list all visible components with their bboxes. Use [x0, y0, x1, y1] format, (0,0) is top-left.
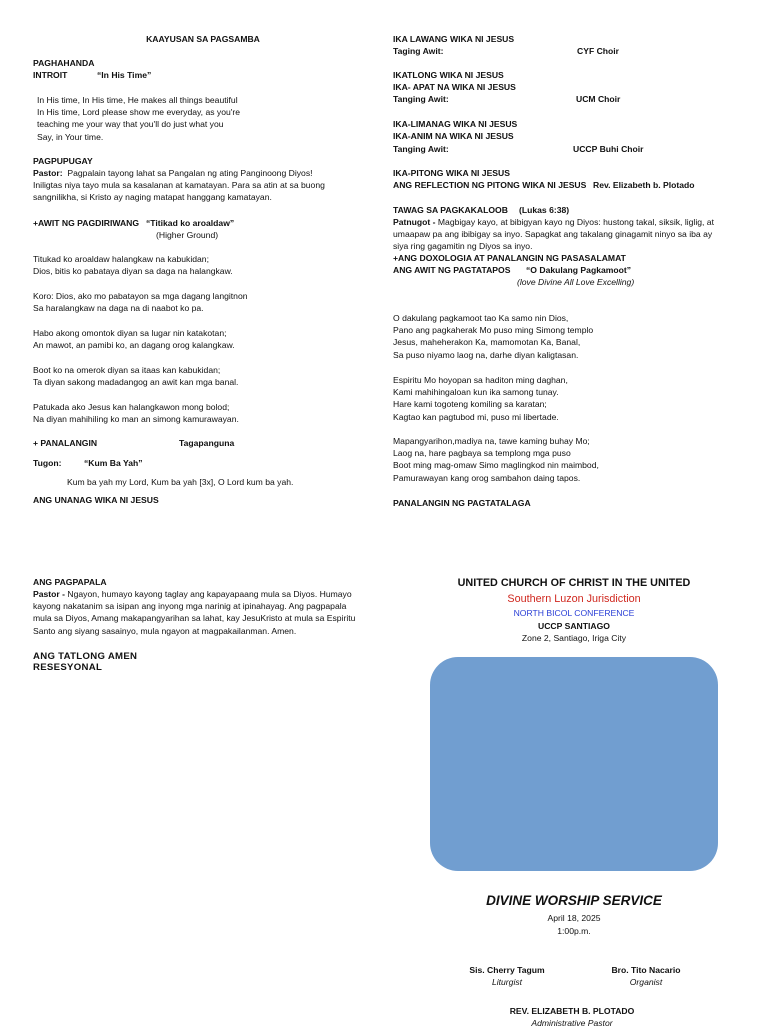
- praise-stanza: Boot ko na omerok diyan sa itaas kan kabukidan; Ta diyan sakong madadangog an awit kan mga banal.: [33, 365, 239, 388]
- preparation-heading: PAGHAHANDA: [33, 58, 95, 68]
- service-title: DIVINE WORSHIP SERVICE: [486, 893, 662, 908]
- praise-stanza: Habo akong omontok diyan sa lugar nin katakotan; An mawot, an pamibi ko, an dagang orog kalangkaw.: [33, 328, 235, 351]
- reflection-heading: ANG REFLECTION NG PITONG WIKA NI JESUS: [393, 180, 587, 190]
- reflection-speaker: Rev. Elizabeth b. Plotado: [593, 180, 695, 190]
- pastor-block: REV. ELIZABETH B. PLOTADO Administrative Pastor: [509, 1006, 635, 1029]
- third-word-heading: IKATLONG WIKA NI JESUS: [393, 70, 504, 80]
- organist-block: Bro. Tito Nacario Organist: [611, 965, 681, 988]
- seventh-word-heading: IKA-PITONG WIKA NI JESUS: [393, 168, 510, 178]
- closing-song-stanza: Espiritu Mo hoyopan sa haditon ming daghan, Kami mahihingaloan kun ika samong tunay. Hare kami togoteng komiling sa karatan; Kagtao kan pagtubod mi, puso mi libertade.: [393, 375, 568, 422]
- first-word-heading: ANG UNANAG WIKA NI JESUS: [33, 495, 159, 505]
- praise-chorus: Koro: Dios, ako mo pabatayon sa mga dagang langitnon Sa haralangkaw na daga na di naabot ko pa.: [33, 291, 248, 314]
- special-song-choir: UCM Choir: [576, 94, 621, 104]
- prayer-leader: Tagapanguna: [179, 438, 235, 448]
- cover-image-placeholder: [430, 657, 718, 871]
- local-church-name: UCCP SANTIAGO: [538, 621, 610, 631]
- order-of-worship-title: KAAYUSAN SA PAGSAMBA: [146, 34, 260, 44]
- closing-song-stanza: Mapangyarihon,madiya na, tawe kaming buhay Mo; Laog na, hare pagbaya sa templong mga puso Boot ming mag-omaw Simo maglingkod nin maimbod, Pamurawayan kang orog sambahon daing tapos.: [393, 436, 599, 483]
- fifth-word-heading: IKA-LIMANAG WIKA NI JESUS: [393, 119, 518, 129]
- response-song-title: “Kum Ba Yah”: [84, 458, 143, 468]
- recessional-heading: RESESYONAL: [33, 662, 103, 673]
- introit-lyrics: In His time, In His time, He makes all things beautiful In His time, Lord please show me everyday, as you're teaching me your way that you'll do just what you Say, in Your time.: [37, 95, 241, 142]
- praise-stanza: Patukada ako Jesus kan halangkawon mong bolod; Na diyan mahihiling ko man an simong kamurawayan.: [33, 402, 239, 425]
- closing-song-stanza: O dakulang pagkamoot tao Ka samo nin Dios, Pano ang pagkaherak Mo puso ming Simong templo Jesus, maheherakon Ka, mamomotan Ka, Banal, Sa puso niyamo laog na, darhe diyan kaligtasan.: [393, 313, 594, 360]
- closing-song-label: ANG AWIT NG PAGTATAPOS: [393, 265, 511, 275]
- offering-heading: TAWAG SA PAGKAKALOOB: [393, 205, 508, 215]
- fourth-word-heading: IKA- APAT NA WIKA NI JESUS: [393, 82, 516, 92]
- special-song-label: Tanging Awit:: [393, 144, 449, 154]
- introit-song-title: “In His Time”: [97, 70, 152, 80]
- special-song-label: Taging Awit:: [393, 46, 444, 56]
- sixth-word-heading: IKA-ANIM NA WIKA NI JESUS: [393, 131, 514, 141]
- special-song-choir: CYF Choir: [577, 46, 620, 56]
- praise-song-label: +AWIT NG PAGDIRIWANG: [33, 218, 140, 228]
- introit-label: INTROIT: [33, 70, 68, 80]
- blessing-heading: ANG PAGPAPALA: [33, 577, 107, 587]
- special-song-choir: UCCP Buhi Choir: [573, 144, 644, 154]
- prayer-label: + PANALANGIN: [33, 438, 98, 448]
- blessing-text: Pastor - Ngayon, humayo kayong taglay ang kapayapaang mula sa Diyos. Humayo kayong nakatanim sa isipan ang inyong mga narinig at ipinahayag. Ang pagpapala mula sa Diyos, Amang makapangyarihan sa lahat, kay JesuKristo at mula sa Espiritu Santo ang siyang sasainyo, mula ngayon at magpakailanman. Amen.: [33, 589, 356, 636]
- church-name: UNITED CHURCH OF CHRIST IN THE UNITED: [457, 577, 691, 589]
- doxology-heading: +ANG DOXOLOGIA AT PANALANGIN NG PASASALAMAT: [393, 253, 626, 263]
- service-time: 1:00p.m.: [557, 926, 591, 936]
- conference-name: NORTH BICOL CONFERENCE: [513, 608, 635, 618]
- liturgist-block: Sis. Cherry Tagum Liturgist: [469, 965, 545, 988]
- praise-song-title: “Titikad ko aroaldaw”: [146, 218, 235, 228]
- offering-reference: (Lukas 6:38): [519, 205, 570, 215]
- closing-song-title: “O Dakulang Pagkamoot”: [526, 265, 632, 275]
- special-song-label: Tanging Awit:: [393, 94, 449, 104]
- amen-heading: ANG TATLONG AMEN: [33, 651, 138, 662]
- praise-stanza: Titukad ko aroaldaw halangkaw na kabukidan; Dios, bitis ko pabataya diyan sa daga na halangkaw.: [33, 254, 233, 277]
- greeting-heading: PAGPUPUGAY: [33, 156, 93, 166]
- praise-song-source: (Higher Ground): [156, 230, 219, 240]
- closing-prayer-heading: PANALANGIN NG PAGTATALAGA: [393, 498, 531, 508]
- jurisdiction-name: Southern Luzon Jurisdiction: [507, 593, 641, 605]
- church-address: Zone 2, Santiago, Iriga City: [521, 633, 627, 643]
- response-lyrics: Kum ba yah my Lord, Kum ba yah [3x], O Lord kum ba yah.: [67, 477, 294, 487]
- second-word-heading: IKA LAWANG WIKA NI JESUS: [393, 34, 515, 44]
- closing-song-source: (love Divine All Love Excelling): [517, 277, 635, 287]
- service-date: April 18, 2025: [547, 913, 601, 923]
- offering-text: Patnugot - Magbigay kayo, at bibigyan kayo ng Diyos: hustong takal, siksik, liglig, at umaapaw pa ang ibibigay sa inyo. Sapagkat ang takalang ginagamit ninyo sa iba ay siya ring gagamitin ng Diyos sa inyo.: [393, 217, 714, 252]
- greeting-text: Pastor: Pagpalain tayong lahat sa Pangalan ng ating Panginoong Diyos! Iniligtas niya tayo mula sa kasalanan at kamatayan. Para sa atin at sa buong sangnilikha, si Kristo ay naging matapat hanggang kamatayan.: [33, 168, 325, 203]
- response-label: Tugon:: [33, 458, 62, 468]
